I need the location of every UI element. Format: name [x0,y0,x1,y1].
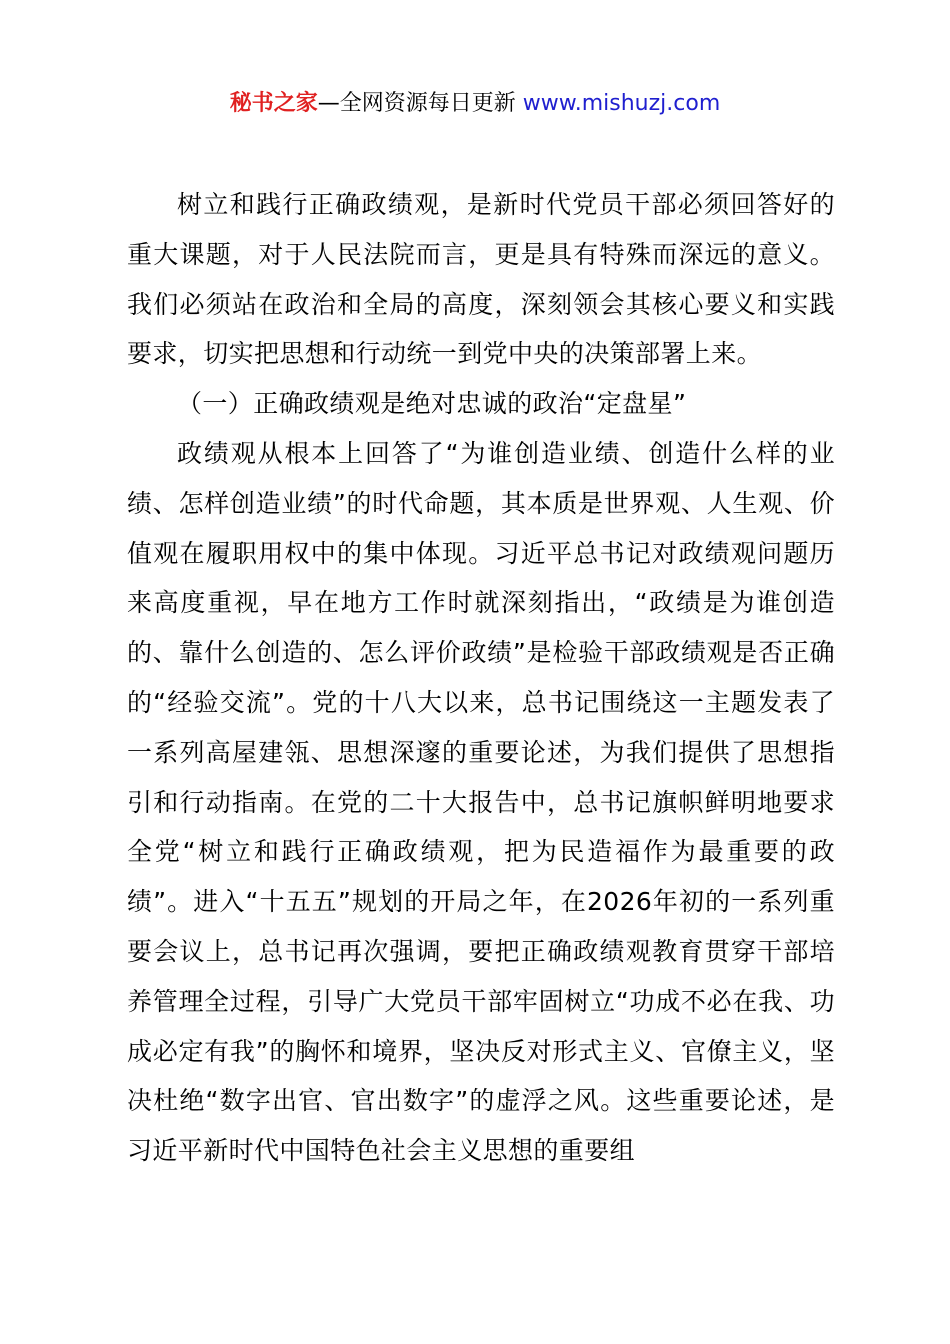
site-tagline: —全网资源每日更新 [317,91,523,116]
document-body [127,180,835,1176]
body-paragraph: 政绩观从根本上回答了“为谁创造业绩、创造什么样的业绩、怎样创造业绩”的时代命题，其本质是世界观、人生观、价值观在履职用权中的集中体现。习近平总书记对政绩观问题历来高度重视，早在地方工作时就深刻指出，“政绩是为谁创造的、靠什么创造的、怎么评价政绩”是检验干部政绩观是否正确的“经验交流”。党的十八大以来，总书记围绕这一主题发表了一系列高屋建瓴、思想深邃的重要论述，为我们提供了思想指引和行动指南。在党的二十大报告中，总书记旗帜鲜明地要求全党“树立和践行正确政绩观，把为民造福作为最重要的政绩”。进入“十五五”规划的开局之年，在2026年初的一系列重要会议上，总书记再次强调，要把正确政绩观教育贯穿干部培养管理全过程，引导广大党员干部牢固树立“功成不必在我、功成必定有我”的胸怀和境界，坚决反对形式主义、官僚主义，坚决杜绝“数字出官、官出数字”的虚浮之风。这些重要论述，是习近平新时代中国特色社会主义思想的重要组 [127,438,835,1166]
site-url: www.mishuzj.com [522,91,721,116]
site-brand: 秘书之家 [229,91,318,116]
site-banner [0,86,950,122]
section-heading: （一）正确政绩观是绝对忠诚的政治“定盘星” [177,389,687,419]
intro-paragraph: 树立和践行正确政绩观，是新时代党员干部必须回答好的重大课题，对于人民法院而言，更是具有特殊而深远的意义。我们必须站在政治和全局的高度，深刻领会其核心要义和实践要求，切实把思想和行动统一到党中央的决策部署上来。 [127,190,835,369]
